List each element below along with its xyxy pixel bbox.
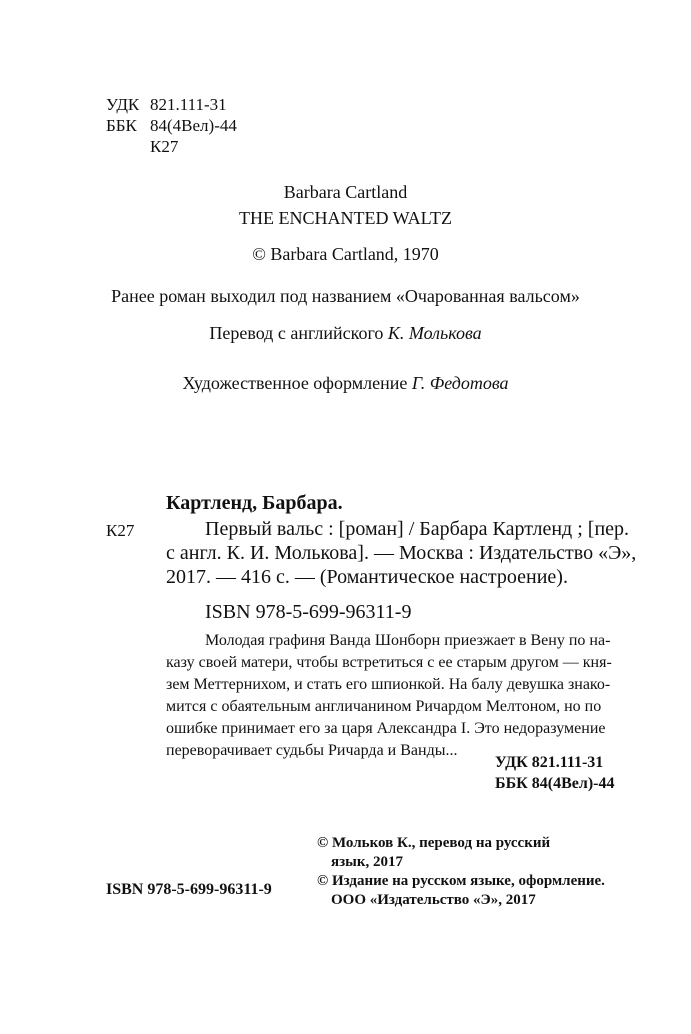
copyright-translation-line-2: язык, 2017	[331, 854, 403, 870]
catalog-line-1: Первый вальс : [роман] / Барбара Картленд ; [пер.	[205, 518, 630, 540]
annotation-line-1: Молодая графиня Ванда Шонборн приезжает в Вену по на-	[205, 632, 611, 649]
translation-note	[0, 323, 691, 344]
bottom-bbk: ББК 84(4Вел)-44	[495, 775, 615, 792]
udk-value: 821.111-31	[150, 95, 227, 114]
catalog-line-2: с англ. К. И. Молькова]. — Москва : Издательство «Э»,	[166, 542, 637, 564]
catalog-isbn: ISBN 978-5-699-96311-9	[205, 601, 412, 623]
author-mark: К27	[150, 137, 179, 156]
udk-label: УДК	[106, 95, 140, 114]
original-title: THE ENCHANTED WALTZ	[239, 208, 452, 228]
catalog-heading: Картленд, Барбара.	[166, 492, 343, 514]
annotation-line-5: ошибке принимает его за царя Александра I. Это недоразумение	[166, 720, 606, 737]
annotation-line-6: переворачивает судьбы Ричарда и Ванды...	[166, 742, 458, 759]
translator-name: К. Молькова	[387, 323, 482, 343]
copyright-translation-line-1: © Мольков К., перевод на русский	[317, 835, 551, 851]
annotation-line-3: зем Меттернихом, и стать его шпионкой. На балу девушка знако-	[166, 676, 611, 693]
copyright-edition-line-1: © Издание на русском языке, оформление.	[317, 873, 605, 889]
previous-title-note: Ранее роман выходил под названием «Очарованная вальсом»	[111, 286, 580, 306]
translation-label: Перевод с английского	[209, 323, 384, 343]
annotation-line-2: казу своей матери, чтобы встретиться с ее старым другом — кня-	[166, 654, 612, 671]
catalog-mark: К27	[106, 521, 135, 540]
catalog-line-3: 2017. — 416 с. — (Романтическое настроение).	[166, 566, 568, 588]
footer-isbn: ISBN 978-5-699-96311-9	[106, 881, 272, 898]
bottom-udk: УДК 821.111-31	[495, 754, 604, 771]
original-author: Barbara Cartland	[283, 182, 408, 202]
bbk-value: 84(4Вел)-44	[150, 116, 237, 135]
annotation-line-4: мится с обаятельным англичанином Ричардом Мелтоном, но по	[166, 698, 602, 715]
copyright-edition-line-2: ООО «Издательство «Э», 2017	[331, 892, 536, 908]
designer-name: Г. Федотова	[411, 373, 509, 393]
design-label: Художественное оформление	[182, 373, 408, 393]
design-note	[0, 373, 691, 394]
original-copyright: © Barbara Cartland, 1970	[252, 244, 439, 264]
bbk-label: ББК	[106, 116, 137, 135]
